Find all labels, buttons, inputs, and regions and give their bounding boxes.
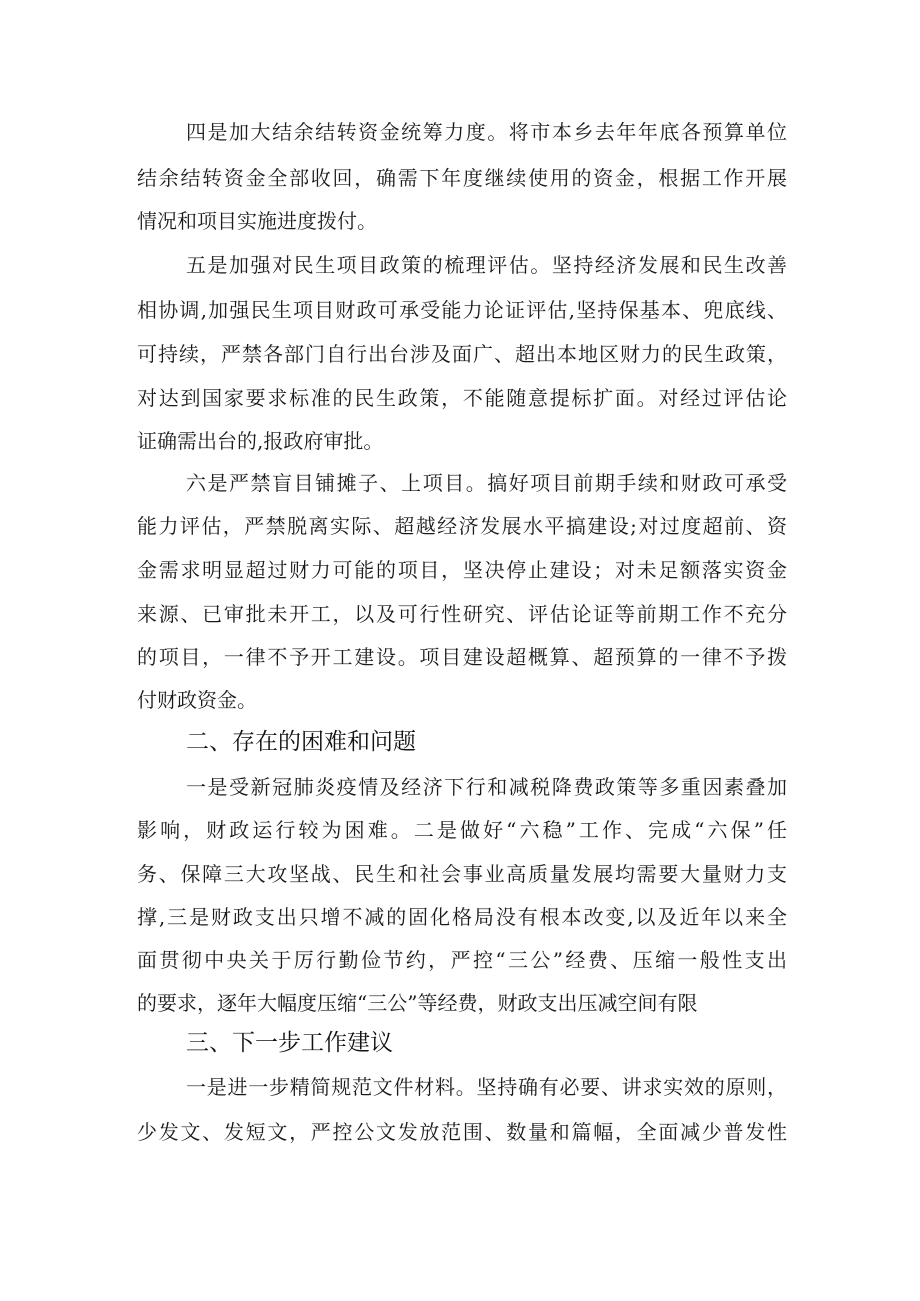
paragraph-6-line-2: 能力评估，严禁脱离实际、超越经济发展水平搞建设;对过度超前、资 [137, 514, 787, 538]
paragraph-5-line-2: 相协调,加强民生项目财政可承受能力论证评估,坚持保基本、兜底线、 [137, 298, 787, 322]
paragraph-4-line-3: 情况和项目实施进度拨付。 [137, 209, 377, 233]
section-3-line-1: 一是进一步精简规范文件材料。坚持确有必要、讲求实效的原则， [186, 1075, 787, 1099]
paragraph-6-line-3: 金需求明显超过财力可能的项目，坚决停止建设；对未足额落实资金 [137, 558, 787, 582]
paragraph-6-line-1: 六是严禁盲目铺摊子、上项目。搞好项目前期手续和财政可承受 [186, 471, 787, 495]
section-3-heading: 三、下一步工作建议 [186, 1030, 393, 1056]
section-2-line-3: 务、保障三大攻坚战、民生和社会事业高质量发展均需要大量财力支 [137, 862, 787, 886]
paragraph-5-line-3: 可持续，严禁各部门自行出台涉及面广、超出本地区财力的民生政策， [137, 342, 787, 366]
section-2-line-6: 的要求，逐年大幅度压缩“三公”等经费，财政支出压减空间有限 [137, 991, 698, 1015]
paragraph-5-line-4: 对达到国家要求标准的民生政策，不能随意提标扩面。对经过评估论 [137, 386, 787, 410]
section-2-heading: 二、存在的困难和问题 [186, 729, 416, 755]
section-2-line-4: 撑,三是财政支出只增不减的固化格局没有根本改变,以及近年以来全 [137, 905, 787, 929]
section-2-line-2: 影响，财政运行较为困难。二是做好“六稳”工作、完成“六保”任 [137, 818, 787, 842]
paragraph-4-line-2: 结余结转资金全部收回，确需下年度继续使用的资金，根据工作开展 [137, 166, 787, 190]
paragraph-6-line-6: 付财政资金。 [137, 688, 257, 712]
paragraph-5-line-1: 五是加强对民生项目政策的梳理评估。坚持经济发展和民生改善 [186, 253, 787, 277]
section-3-line-2: 少发文、发短文，严控公文发放范围、数量和篇幅，全面减少普发性 [137, 1120, 787, 1144]
paragraph-6-line-5: 的项目，一律不予开工建设。项目建设超概算、超预算的一律不予拨 [137, 645, 787, 669]
paragraph-5-line-5: 证确需出台的,报政府审批。 [137, 429, 384, 453]
section-2-line-5: 面贯彻中央关于厉行勤俭节约，严控“三公”经费、压缩一般性支出 [137, 948, 787, 972]
paragraph-6-line-4: 来源、已审批未开工，以及可行性研究、评估论证等前期工作不充分 [137, 602, 787, 626]
paragraph-4-line-1: 四是加大结余结转资金统筹力度。将市本乡去年年底各预算单位 [186, 120, 787, 144]
section-2-line-1: 一是受新冠肺炎疫情及经济下行和减税降费政策等多重因素叠加 [186, 775, 787, 799]
